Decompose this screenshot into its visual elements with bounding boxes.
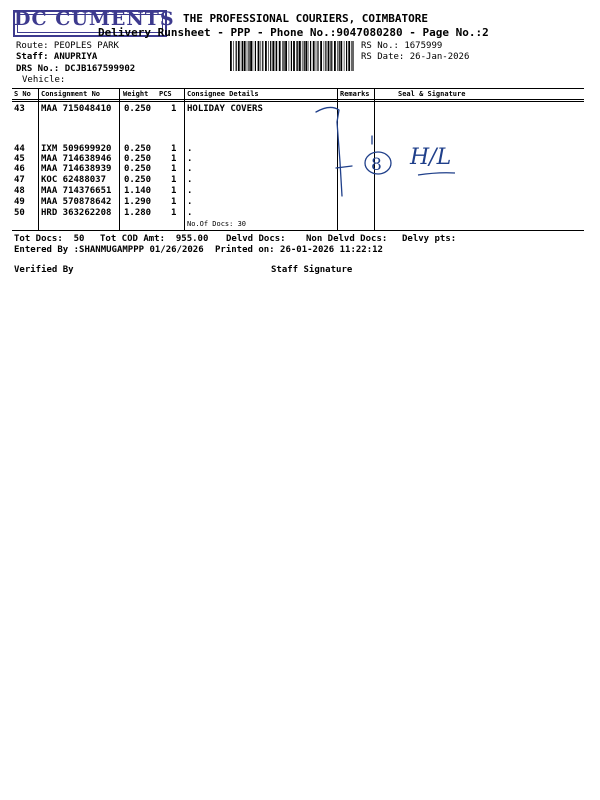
- barcode-bar: [270, 41, 271, 71]
- row-sno: 48: [14, 186, 25, 196]
- row-consignee: .: [187, 197, 193, 207]
- barcode-bar: [276, 41, 277, 71]
- row-consignment: MAA 714376651: [41, 186, 112, 196]
- barcode-bar: [351, 41, 352, 71]
- barcode-bar: [313, 41, 315, 71]
- printed-on: Printed on: 26-01-2026 11:22:12: [215, 245, 383, 255]
- barcode-bar: [262, 41, 263, 71]
- col-divider: [374, 88, 375, 230]
- delivery-points: Delvy pts:: [402, 234, 457, 244]
- table-top-border: [12, 88, 584, 89]
- barcode-bar: [238, 41, 240, 71]
- barcode-bar: [339, 41, 340, 71]
- vehicle: Vehicle:: [22, 75, 66, 85]
- col-divider: [184, 88, 185, 230]
- col-divider: [119, 88, 120, 230]
- runsheet-title: Delivery Runsheet - PPP - Phone No.:9047080280 - Page No.:2: [98, 26, 489, 39]
- rs-date: RS Date: 26-Jan-2026: [361, 52, 470, 62]
- table-header-border-2: [12, 101, 584, 102]
- header-weight: Weight: [123, 90, 149, 98]
- row-pcs: 1: [171, 186, 177, 196]
- barcode-bar: [302, 41, 303, 71]
- row-weight: 1.290: [124, 197, 152, 207]
- barcode-bar: [310, 41, 311, 71]
- barcode-bar: [247, 41, 248, 71]
- row-consignee: .: [187, 144, 193, 154]
- row-weight: 0.250: [124, 154, 152, 164]
- header-consignment: Consignment No: [41, 90, 101, 98]
- barcode-bar: [320, 41, 322, 71]
- barcode-bar: [330, 41, 331, 71]
- header-sno: S No: [14, 90, 31, 98]
- row-sno: 44: [14, 144, 25, 154]
- handwritten-bracket: [316, 107, 372, 196]
- rs-number: RS No.: 1675999: [361, 41, 443, 51]
- barcode-bar: [316, 41, 317, 71]
- barcode-bar: [317, 41, 318, 71]
- barcode-bar: [255, 41, 256, 71]
- row-consignee: .: [187, 164, 193, 174]
- header-remarks: Remarks: [340, 90, 370, 98]
- barcode-bar: [275, 41, 276, 71]
- barcode-bar: [334, 41, 336, 71]
- barcode-bar: [242, 41, 243, 71]
- handwritten-circled-number: [365, 152, 391, 175]
- barcode-bar: [352, 41, 353, 71]
- drs-number: DRS No.: DCJB167599902: [16, 64, 136, 74]
- row-sno: 47: [14, 175, 25, 185]
- barcode-bar: [289, 41, 290, 71]
- tot-cod-amount: Tot COD Amt: 955.00: [100, 234, 209, 244]
- row-sno: 49: [14, 197, 25, 207]
- barcode-bar: [285, 41, 287, 71]
- table-bottom-border: [12, 230, 584, 231]
- delivered-docs: Delvd Docs:: [226, 234, 286, 244]
- verified-by: Verified By: [14, 265, 74, 275]
- handwritten-note: H/L: [410, 145, 452, 170]
- barcode-bar: [344, 41, 345, 71]
- barcode-bar: [297, 41, 298, 71]
- staff-signature: Staff Signature: [271, 265, 353, 275]
- no-of-docs: No.Of Docs: 30: [187, 220, 247, 228]
- row-consignment: KOC 62488037: [41, 175, 107, 185]
- barcode: [230, 41, 355, 71]
- row-pcs: 1: [171, 175, 177, 185]
- barcode-bar: [291, 41, 292, 71]
- row-weight: 0.250: [124, 164, 152, 174]
- row-consignee: .: [187, 186, 193, 196]
- row-weight: 1.280: [124, 208, 152, 218]
- staff: Staff: ANUPRIYA: [16, 52, 98, 62]
- barcode-bar: [324, 41, 325, 71]
- barcode-bar: [265, 41, 267, 71]
- header-pcs: PCS: [159, 90, 172, 98]
- col-divider: [38, 88, 39, 230]
- barcode-bar: [296, 41, 297, 71]
- barcode-bar: [279, 41, 281, 71]
- stamp-text: DC CUMENTS: [14, 8, 175, 30]
- row-sno: 50: [14, 208, 25, 218]
- row-consignment: HRD 363262208: [41, 208, 112, 218]
- row-sno: 45: [14, 154, 25, 164]
- barcode-bar: [348, 41, 350, 71]
- barcode-bar: [233, 41, 234, 71]
- row-consignment: MAA 570878642: [41, 197, 112, 207]
- circled-digit: 8: [371, 155, 382, 175]
- barcode-bar: [268, 41, 269, 71]
- row-weight: 0.250: [124, 104, 152, 114]
- row-pcs: 1: [171, 144, 177, 154]
- barcode-bar: [261, 41, 262, 71]
- non-delivered-docs: Non Delvd Docs:: [306, 234, 388, 244]
- barcode-bar: [272, 41, 274, 71]
- barcode-bar: [308, 41, 309, 71]
- header-consignee: Consignee Details: [187, 90, 259, 98]
- barcode-bar: [346, 41, 347, 71]
- row-sno: 46: [14, 164, 25, 174]
- entered-by: Entered By :SHANMUGAMPPP 01/26/2026: [14, 245, 204, 255]
- barcode-bar: [299, 41, 301, 71]
- tot-docs: Tot Docs: 50: [14, 234, 85, 244]
- barcode-bar: [244, 41, 246, 71]
- row-weight: 0.250: [124, 144, 152, 154]
- handwritten-underline: [418, 173, 455, 175]
- row-consignee: .: [187, 175, 193, 185]
- barcode-bar: [304, 41, 305, 71]
- barcode-bar: [331, 41, 332, 71]
- row-consignment: MAA 714638946: [41, 154, 112, 164]
- row-consignee: .: [187, 154, 193, 164]
- barcode-bar: [337, 41, 338, 71]
- row-consignee: HOLIDAY COVERS: [187, 104, 263, 114]
- barcode-bar: [340, 41, 342, 71]
- row-consignee: .: [187, 208, 193, 218]
- row-pcs: 1: [171, 104, 177, 114]
- barcode-bar: [230, 41, 232, 71]
- table-header-border: [12, 99, 584, 100]
- header-seal: Seal & Signature: [398, 90, 466, 98]
- barcode-bar: [293, 41, 295, 71]
- barcode-bar: [250, 41, 252, 71]
- barcode-bar: [236, 41, 237, 71]
- row-weight: 0.250: [124, 175, 152, 185]
- row-weight: 1.140: [124, 186, 152, 196]
- barcode-bar: [253, 41, 254, 71]
- barcode-bar: [241, 41, 242, 71]
- row-pcs: 1: [171, 208, 177, 218]
- barcode-bar: [328, 41, 330, 71]
- barcode-bar: [283, 41, 284, 71]
- company-name: THE PROFESSIONAL COURIERS, COIMBATORE: [183, 12, 429, 25]
- col-divider: [337, 88, 338, 230]
- route: Route: PEOPLES PARK: [16, 41, 119, 51]
- row-pcs: 1: [171, 197, 177, 207]
- barcode-bar: [282, 41, 283, 71]
- row-sno: 43: [14, 104, 25, 114]
- barcode-bar: [305, 41, 307, 71]
- barcode-bar: [248, 41, 249, 71]
- barcode-bar: [258, 41, 260, 71]
- barcode-bar: [325, 41, 326, 71]
- row-consignment: IXM 509699920: [41, 144, 112, 154]
- row-consignment: MAA 715048410: [41, 104, 112, 114]
- row-pcs: 1: [171, 154, 177, 164]
- row-pcs: 1: [171, 164, 177, 174]
- row-consignment: MAA 714638939: [41, 164, 112, 174]
